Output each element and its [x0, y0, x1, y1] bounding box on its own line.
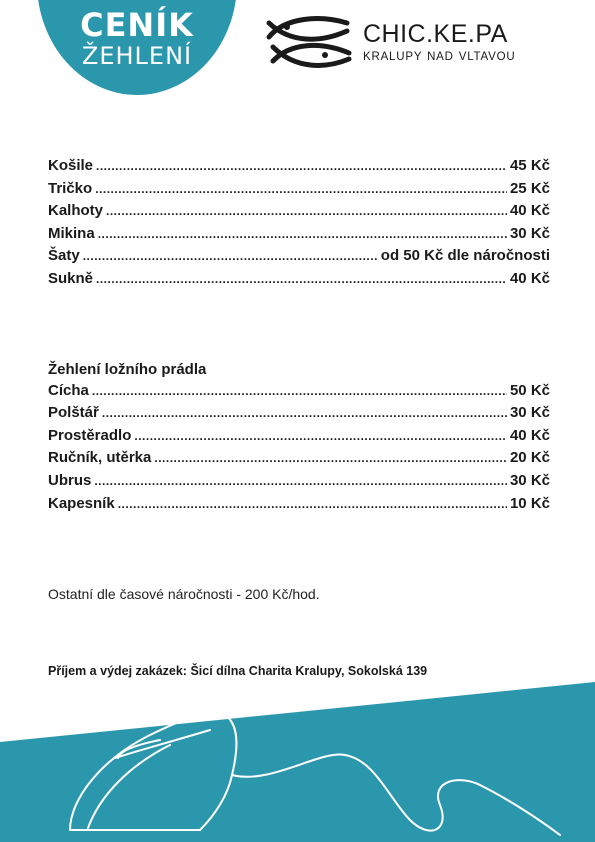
price-row [48, 495, 550, 518]
fish-logo-icon [265, 13, 353, 73]
leader-dots [96, 159, 507, 173]
leader-dots [95, 182, 507, 196]
page-subtitle: ŽEHLENÍ [81, 42, 193, 70]
bedding-price-list [48, 359, 550, 517]
price-row [48, 449, 550, 472]
price-row [48, 180, 550, 203]
item-name: Tričko [48, 179, 93, 197]
price-row [48, 247, 550, 270]
hourly-rate-note: Ostatní dle časové náročnosti - 200 Kč/hod. [48, 586, 320, 602]
address-note: Příjem a výdej zakázek: Šicí dílna Charita Kralupy, Sokolská 139 [48, 664, 428, 678]
item-price: 40 Kč [509, 269, 550, 287]
item-price: 20 Kč [509, 449, 550, 467]
leader-dots [106, 204, 507, 218]
item-price: 30 Kč [509, 404, 550, 422]
item-price: 25 Kč [509, 179, 550, 197]
leader-dots [96, 272, 507, 286]
item-name: Kapesník [48, 494, 115, 512]
item-name: Šaty [48, 247, 80, 265]
item-price: 10 Kč [509, 494, 550, 512]
leader-dots [102, 406, 507, 420]
price-row [48, 202, 550, 225]
price-row [48, 225, 550, 248]
price-row [48, 472, 550, 495]
price-row [48, 427, 550, 450]
item-name: Cícha [48, 381, 89, 399]
item-name: Prostěradlo [48, 426, 132, 444]
item-name: Košile [48, 157, 94, 174]
item-price: 30 Kč [509, 471, 550, 489]
price-row [48, 404, 550, 427]
item-price: 30 Kč [509, 224, 550, 242]
section-heading: Žehlení ložního prádla [48, 361, 207, 378]
item-name: Mikina [48, 224, 95, 242]
item-price: od 50 Kč dle náročnosti [380, 247, 550, 265]
logo-subtitle: KRALUPY NAD VLTAVOU [363, 51, 516, 63]
item-price: 40 Kč [509, 202, 550, 220]
item-price: 45 Kč [509, 157, 550, 174]
item-name: Sukně [48, 269, 94, 287]
iron-illustration-icon [0, 680, 595, 842]
leader-dots [98, 227, 507, 241]
item-price: 50 Kč [509, 381, 550, 399]
page-title: CENÍK [80, 6, 194, 44]
leader-dots [83, 249, 378, 263]
leader-dots [92, 384, 507, 398]
price-row [48, 382, 550, 405]
leader-dots [134, 429, 507, 443]
item-name: Ručník, utěrka [48, 449, 152, 467]
price-row [48, 157, 550, 180]
item-name: Kalhoty [48, 202, 104, 220]
item-name: Ubrus [48, 471, 92, 489]
clothes-price-list [48, 157, 550, 293]
item-name: Polštář [48, 404, 99, 422]
leader-dots [118, 497, 507, 511]
item-price: 40 Kč [509, 426, 550, 444]
leader-dots [154, 451, 507, 465]
price-row [48, 270, 550, 293]
logo-name: CHIC.KE.PA [363, 20, 508, 48]
leader-dots [94, 474, 507, 488]
